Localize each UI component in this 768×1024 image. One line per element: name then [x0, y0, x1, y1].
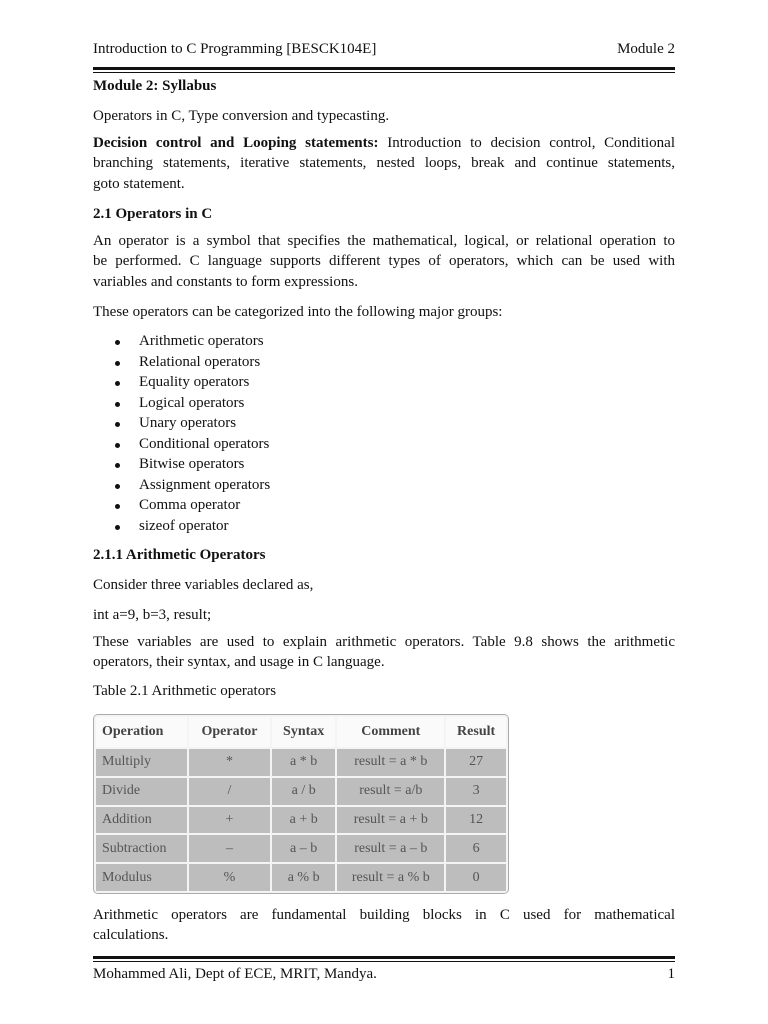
page-number: 1: [667, 966, 675, 982]
list-item-label: Equality operators: [139, 374, 250, 390]
list-item-label: Comma operator: [139, 497, 241, 513]
list-item-label: Assignment operators: [139, 476, 271, 493]
table-cell: /: [188, 777, 271, 806]
decision-line-3: goto statement.: [93, 176, 185, 192]
table-cell: Addition: [95, 806, 188, 835]
table-cell: Subtraction: [95, 834, 188, 863]
footer-author: Mohammed Ali, Dept of ECE, MRIT, Mandya.: [93, 966, 377, 982]
vars-para-line: operators, their syntax, and usage in C language.: [93, 654, 385, 670]
table-cell: %: [188, 863, 271, 892]
table-cell: –: [188, 834, 271, 863]
bullet-icon: [115, 504, 120, 509]
table-cell: a * b: [271, 748, 336, 777]
section-heading-2-1-1: 2.1.1 Arithmetic Operators: [93, 547, 266, 563]
list-item-label: Logical operators: [139, 394, 245, 411]
table-cell: 27: [445, 748, 507, 777]
operator-para-line: be performed. C language supports different types of operators, which can be used with: [93, 253, 675, 269]
table-cell: a % b: [271, 863, 336, 892]
header-rule-thin: [93, 72, 675, 73]
decision-line-1: [93, 135, 675, 152]
column-header: Comment: [336, 716, 445, 748]
groups-intro: These operators can be categorized into the following major groups:: [93, 304, 503, 320]
bullet-icon: [115, 381, 120, 386]
table-cell: 0: [445, 863, 507, 892]
table-row: [95, 748, 507, 777]
table-cell: Multiply: [95, 748, 188, 777]
closing-para-line: calculations.: [93, 927, 169, 943]
closing-para-line: Arithmetic operators are fundamental building blocks in C used for mathematical: [93, 907, 675, 923]
column-header: Result: [445, 716, 507, 748]
table-cell: *: [188, 748, 271, 777]
operator-para-line: variables and constants to form expressions.: [93, 274, 358, 290]
table-cell: result = a + b: [336, 806, 445, 835]
operator-para-line: An operator is a symbol that specifies the mathematical, logical, or relational operation to: [93, 233, 675, 249]
bullet-icon: [115, 484, 120, 489]
table-row: [95, 863, 507, 892]
syllabus-line: Operators in C, Type conversion and typecasting.: [93, 108, 390, 124]
column-header: Syntax: [271, 716, 336, 748]
table-cell: Divide: [95, 777, 188, 806]
arithmetic-operators-table: [93, 714, 509, 894]
list-item-label: Relational operators: [139, 353, 261, 370]
table-caption: Table 2.1 Arithmetic operators: [93, 683, 277, 699]
table-row: [95, 834, 507, 863]
table-cell: result = a – b: [336, 834, 445, 863]
list-item-label: Arithmetic operators: [139, 333, 264, 349]
list-item-label: Bitwise operators: [139, 456, 245, 472]
page-footer: [93, 966, 675, 983]
declaration-text: int a=9, b=3, result;: [93, 607, 212, 623]
bullet-icon: [115, 463, 120, 468]
header-rule: [93, 67, 675, 70]
syllabus-heading: Module 2: Syllabus: [93, 78, 217, 94]
decision-label: Decision control and Looping statements:: [93, 135, 379, 151]
table-cell: 12: [445, 806, 507, 835]
bullet-icon: [115, 340, 120, 345]
table-cell: Modulus: [95, 863, 188, 892]
table-header-row: [95, 716, 507, 748]
table-cell: result = a/b: [336, 777, 445, 806]
bullet-icon: [115, 525, 120, 530]
vars-para-line: These variables are used to explain arithmetic operators. Table 9.8 shows the arithmetic: [93, 634, 675, 650]
column-header: Operator: [188, 716, 271, 748]
table-row: [95, 777, 507, 806]
decision-text: Introduction to decision control, Conditional: [378, 135, 675, 151]
consider-text: Consider three variables declared as,: [93, 577, 314, 593]
table-cell: 6: [445, 834, 507, 863]
table-cell: 3: [445, 777, 507, 806]
bullet-icon: [115, 402, 120, 407]
list-item-label: Unary operators: [139, 415, 237, 431]
table-cell: result = a * b: [336, 748, 445, 777]
header-title: Introduction to C Programming [BESCK104E]: [93, 41, 377, 57]
list-item-label: sizeof operator: [139, 517, 229, 534]
table-row: [95, 806, 507, 835]
section-heading-2-1: 2.1 Operators in C: [93, 206, 213, 222]
decision-line-2: branching statements, iterative statements, nested loops, break and continue statements,: [93, 155, 675, 171]
page-header: [93, 41, 675, 58]
column-header: Operation: [95, 716, 188, 748]
header-module: Module 2: [617, 41, 675, 57]
table-cell: +: [188, 806, 271, 835]
table-cell: a / b: [271, 777, 336, 806]
bullet-icon: [115, 422, 120, 427]
table-cell: result = a % b: [336, 863, 445, 892]
table-cell: a – b: [271, 834, 336, 863]
list-item-label: Conditional operators: [139, 435, 270, 452]
bullet-icon: [115, 443, 120, 448]
table-cell: a + b: [271, 806, 336, 835]
footer-rule-thin: [93, 961, 675, 962]
bullet-icon: [115, 361, 120, 366]
footer-rule: [93, 956, 675, 959]
